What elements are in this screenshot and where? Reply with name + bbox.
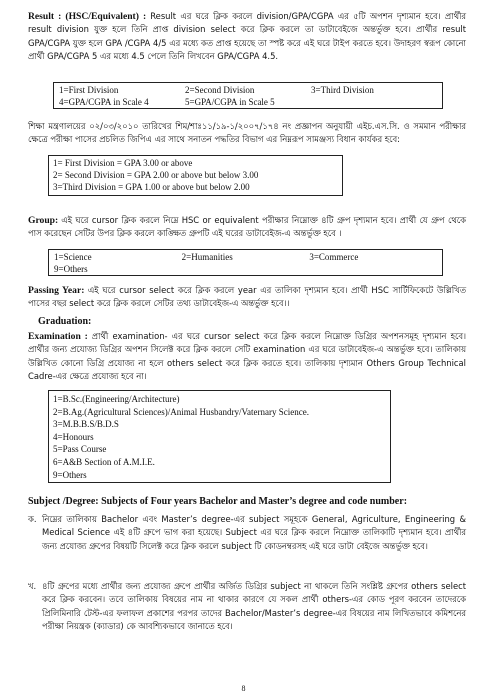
equivalence-line: 3=Third Division = GPA 1.00 or above but below 2.00 [53, 182, 250, 192]
group-options-box [48, 249, 443, 276]
group-option: 3=Commerce [309, 252, 359, 262]
subject-heading: Subject /Degree: Subjects of Four years Bachelor and Master’s degree and code number: [28, 496, 408, 507]
result-options-row [59, 96, 437, 108]
passing-year-label: Passing Year: [28, 285, 85, 296]
result-label: Result : (HSC/Equivalent) : [28, 11, 147, 22]
item-marker: ক. [28, 514, 37, 524]
group-option: 9=Others [54, 264, 88, 274]
group-option [182, 263, 310, 275]
degree-option: 9=Others [53, 469, 87, 480]
subject-item-ka [28, 513, 466, 553]
result-paragraph [28, 10, 466, 64]
examination-paragraph [28, 330, 466, 384]
result-option: 4=GPA/CGPA in Scale 4 [59, 97, 149, 107]
equivalence-box [48, 155, 343, 196]
degree-option: 4=Honours [53, 431, 94, 442]
item-marker: খ. [28, 581, 37, 591]
result-options-row [59, 84, 437, 96]
graduation-heading: Graduation: [38, 316, 92, 327]
group-text: এই ঘরে cursor ক্লিক করলে নিম্নে HSC or equivalent পরীক্ষার নিম্নোক্ত ৪টি গ্রুপ দৃশ্যমান হবে। প্রার্থী যে গ্রুপ থেকে পাস করেছেন সেটির উপর ক্লিক করলে কাঙ্ক্ষিত গ্রুপটি এই ঘরের ডাটাবেইজ-এ অন্তর্ভুক্ত হবে । [28, 215, 466, 239]
result-option: 5=GPA/CGPA in Scale 5 [185, 97, 275, 107]
ministry-note: শিক্ষা মন্ত্রণালয়ের ০২/০৩/২০১০ তারিখের শিম/শাঃ১১/১৯-১/২০০৭/১৭৪ নং প্রজ্ঞাপন অনুযায়ী এইচ.এস.সি. ও সমমান পরীক্ষার ক্ষেত্রে পরীক্ষা পাসের প্রচলিত জিপিএ এর সাথে সনাতন পদ্ধতির বিভাগ এর নিম্নরূপ সামঞ্জস্য বিধান কার্যকর হবে: [28, 121, 466, 145]
passing-year-paragraph [28, 284, 466, 311]
equivalence-line: 1= First Division = GPA 3.00 or above [53, 158, 193, 168]
group-option: 2=Humanities [181, 252, 233, 262]
group-option: 1=Science [54, 252, 92, 262]
page-number: 8 [241, 684, 246, 693]
degree-option: 1=B.Sc.(Engineering/Architecture) [53, 394, 180, 404]
result-option: 1=First Division [59, 85, 119, 95]
result-text: Result এর ঘরে ক্লিক করলে division/GPA/CGPA এর ৫টি অপশন দৃশ্যমান হবে। প্রার্থীর result division যুক্ত হলে তিনি প্রাপ্ত division select করে ক্লিক করলে তা ডাটাবেইজে অন্তর্ভুক্ত হবে। প্রার্থীর result GPA/CGPA যুক্ত হলে GPA /CGPA 4/5 এর মধ্যে কত প্রাপ্ত হয়েছে তা স্পষ্ট করে এই ঘরে টাইপ করতে হবে। উদাহরণ স্বরূপ কোনো প্রার্থী GPA/CGPA 5 এর মধ্যে 4.5 পেলে তিনি লিখবেন GPA/CGPA 4.5. [28, 11, 467, 62]
result-option: 2=Second Division [185, 85, 255, 95]
examination-label: Examination : [28, 331, 88, 342]
subject-item-kha [28, 580, 466, 634]
item-text: ৪টি গ্রুপের মধ্যে প্রার্থীর জন্য প্রযোজ্য গ্রুপে প্রার্থীর অর্জিত ডিগ্রির subject না থাকলে তিনি সংশ্লিষ্ট গ্রুপের others select করে ক্লিক করবেন। তবে তালিকায় বিষয়ের নাম না থাকার কারণে যে সকল প্রার্থী others-এর কোড পূরণ করবেন তাদেরকে প্রিলিমিনারি টেস্ট-এর ফলাফল প্রকাশের পরপর তাদের Bachelor/Master’s degree-এর বিষয়ের নাম লিখিতভাবে কমিশনের পরীক্ষা নিয়ন্ত্রক (ক্যাডার) কে আবশ্যিকভাবে জানাতে হবে। [42, 581, 466, 632]
examination-text: প্রার্থী examination- এর ঘরে cursor select করে ক্লিক করলে নিম্নোক্ত ডিগ্রির অপশনসমূহ দৃশ্যমান হবে। প্রার্থীর জন্য প্রযোজ্য ডিগ্রির অপশন সিলেক্ট করে ক্লিক করলে সেটি examination এর ঘরে ডাটাবেইজ-এ অন্তর্ভুক্ত হবে। তালিকায় উল্লিখিত কোনো ডিগ্রি প্রযোজ্য না হলে others select করে ক্লিক করতে হবে। তালিকায় দৃশ্যমান Others Group Technical Cadre-এর ক্ষেত্রে প্রযোজ্য হবে না। [28, 331, 466, 382]
equivalence-line: 2= Second Division = GPA 2.00 or above but below 3.00 [53, 170, 259, 180]
group-options-row [54, 251, 437, 263]
degree-option: 3=M.B.B.S/B.D.S [53, 419, 119, 430]
passing-year-text: এই ঘরে cursor select করে ক্লিক করলে year এর তালিকা দৃশ্যমান হবে। প্রার্থী HSC সার্টিফিকেটে উল্লিখিত পাসের বছর select করে ক্লিক করলে সেটির তথ্য ডাটাবেইজ-এ অন্তর্ভুক্ত হবে।। [28, 285, 466, 309]
group-paragraph [28, 214, 466, 241]
result-option: 3=Third Division [311, 85, 374, 95]
degree-options-box [48, 390, 391, 483]
result-options-box [53, 82, 443, 109]
degree-option: 6=A&B Section of A.M.I.E. [53, 456, 155, 467]
item-text: নিম্নের তালিকায় Bachelor এবং Master’s degree-এর subject সমূহকে General, Agriculture, Engineering & Medical Science এই ৪টি গ্রুপে ভাগ করা হয়েছে। Subject এর ঘরে ক্লিক করলে নিম্নোক্ত তালিকাটি দৃশ্যমান হবে। প্রার্থীর জন্য প্রযোজ্য গ্রুপের বিষয়টি সিলেক্ট করে ক্লিক করলে subject টি কোডনম্বরসহ এই ঘরে ডাটা বেইজে অন্তর্ভুক্ত হবে। [42, 514, 466, 551]
result-option [311, 96, 437, 108]
group-label: Group: [28, 215, 59, 226]
group-option [309, 263, 437, 275]
degree-option: 5=Pass Course [53, 444, 107, 455]
degree-option: 2=B.Ag.(Agricultural Sciences)/Animal Husbandry/Vaternary Science. [53, 406, 309, 417]
group-options-row [54, 263, 437, 275]
